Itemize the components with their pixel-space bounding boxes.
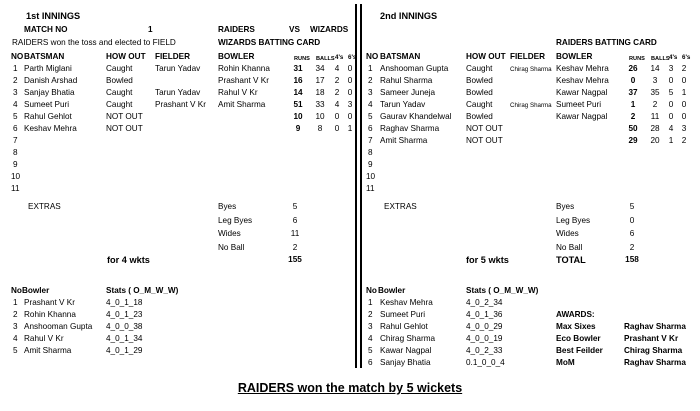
batting-row-balls: 3 bbox=[652, 76, 658, 85]
batting-row-runs: 10 bbox=[293, 112, 303, 121]
batting-row-no: 8 bbox=[368, 148, 373, 157]
bowling-row-no: 1 bbox=[13, 298, 18, 307]
bowling-row-stats: 4_0_0_19 bbox=[466, 334, 503, 343]
batting-row-no: 9 bbox=[368, 160, 373, 169]
batting-row-no: 9 bbox=[13, 160, 18, 169]
batting-row-fours: 2 bbox=[334, 88, 340, 97]
batting-row-balls: 34 bbox=[315, 64, 325, 73]
extras-1-value: 0 bbox=[629, 216, 635, 225]
left-wickets: for 4 wkts bbox=[107, 255, 150, 265]
batting-row-no: 10 bbox=[366, 172, 376, 181]
right-header-fours: 4's bbox=[669, 54, 678, 61]
bowling-row-no: 4 bbox=[13, 334, 18, 343]
right-header-batsman: BATSMAN bbox=[380, 52, 421, 61]
batting-row-batsman: Danish Arshad bbox=[24, 76, 78, 85]
batting-row-fours: 4 bbox=[334, 64, 340, 73]
bowling-row-bowler: Anshooman Gupta bbox=[24, 322, 93, 331]
batting-row-sixes: 0 bbox=[347, 88, 353, 97]
right-bowling-header-bowler: Bowler bbox=[378, 286, 406, 295]
batting-row-batsman: Keshav Mehra bbox=[24, 124, 77, 133]
extras-3-value: 2 bbox=[629, 243, 635, 252]
bowling-row-stats: 4_0_1_34 bbox=[106, 334, 143, 343]
batting-row-runs: 1 bbox=[630, 100, 636, 109]
batting-row-fielder: Chirag Sharma bbox=[510, 66, 552, 73]
batting-row-batsman: Amit Sharma bbox=[380, 136, 428, 145]
award-2-winner: Chirag Sharma bbox=[624, 346, 683, 355]
bowling-row-no: 3 bbox=[13, 322, 18, 331]
match-result: RAIDERS won the match by 5 wickets bbox=[237, 381, 463, 395]
batting-row-how-out: Bowled bbox=[466, 112, 493, 121]
batting-row-sixes: 0 bbox=[347, 112, 353, 121]
batting-row-bowler: Kawar Nagpal bbox=[556, 88, 608, 97]
left-header-how-out: HOW OUT bbox=[106, 52, 146, 61]
batting-row-balls: 35 bbox=[650, 88, 660, 97]
batting-row-batsman: Raghav Sharma bbox=[380, 124, 440, 133]
batting-row-fours: 5 bbox=[668, 88, 674, 97]
award-0-label: Max Sixes bbox=[556, 322, 596, 331]
batting-row-batsman: Anshooman Gupta bbox=[380, 64, 449, 73]
batting-row-batsman: Tarun Yadav bbox=[380, 100, 426, 109]
batting-row-how-out: NOT OUT bbox=[106, 124, 143, 133]
batting-row-fours: 0 bbox=[668, 76, 674, 85]
bowling-row-stats: 4_0_0_38 bbox=[106, 322, 143, 331]
bowling-row-no: 5 bbox=[368, 346, 373, 355]
right-header-fielder: FIELDER bbox=[510, 52, 546, 61]
batting-row-balls: 20 bbox=[650, 136, 660, 145]
batting-row-fielder: Tarun Yadav bbox=[155, 88, 201, 97]
toss-result: RAIDERS won the toss and elected to FIELD bbox=[12, 38, 176, 47]
batting-row-batsman: Gaurav Khandelwal bbox=[380, 112, 452, 121]
team-a-name: RAIDERS bbox=[218, 25, 255, 34]
bowling-row-bowler: Chirag Sharma bbox=[380, 334, 436, 343]
batting-row-fours: 0 bbox=[668, 100, 674, 109]
right-bowling-header-stats: Stats ( O_M_W_W) bbox=[466, 286, 539, 295]
bowling-row-no: 1 bbox=[368, 298, 373, 307]
team-b-name: WIZARDS bbox=[310, 25, 349, 34]
right-wickets: for 5 wkts bbox=[466, 255, 509, 265]
bowling-row-stats: 4_0_1_36 bbox=[466, 310, 503, 319]
batting-row-how-out: Caught bbox=[466, 64, 493, 73]
bowling-row-stats: 4_0_1_29 bbox=[106, 346, 143, 355]
award-0-winner: Raghav Sharma bbox=[624, 322, 686, 331]
extras-1-label: Leg Byes bbox=[218, 216, 253, 225]
batting-row-balls: 2 bbox=[652, 100, 658, 109]
batting-row-fielder: Tarun Yadav bbox=[155, 64, 201, 73]
bowling-row-bowler: Rahul V Kr bbox=[24, 334, 64, 343]
batting-row-how-out: NOT OUT bbox=[466, 136, 503, 145]
extras-1-label: Leg Byes bbox=[556, 216, 591, 225]
bowling-row-no: 2 bbox=[13, 310, 18, 319]
bowling-row-stats: 4_0_2_33 bbox=[466, 346, 503, 355]
right-header-no: NO bbox=[366, 52, 379, 61]
batting-row-runs: 26 bbox=[628, 64, 638, 73]
batting-row-fielder: Prashant V Kr bbox=[155, 100, 206, 109]
batting-row-balls: 33 bbox=[315, 100, 325, 109]
bowling-row-stats: 4_0_1_23 bbox=[106, 310, 143, 319]
batting-row-how-out: Caught bbox=[106, 100, 133, 109]
batting-row-balls: 18 bbox=[315, 88, 325, 97]
batting-row-fours: 2 bbox=[334, 76, 340, 85]
bowling-row-bowler: Sanjay Bhatia bbox=[380, 358, 431, 367]
batting-row-no: 1 bbox=[368, 64, 373, 73]
bowling-row-stats: 4_0_0_29 bbox=[466, 322, 503, 331]
bowling-row-bowler: Kawar Nagpal bbox=[380, 346, 432, 355]
batting-row-runs: 16 bbox=[293, 76, 303, 85]
batting-row-bowler: Rohin Khanna bbox=[218, 64, 270, 73]
right-extras-label: EXTRAS bbox=[384, 202, 417, 211]
extras-0-label: Byes bbox=[218, 202, 237, 211]
batting-row-sixes: 1 bbox=[347, 124, 353, 133]
extras-2-label: Wides bbox=[556, 229, 579, 238]
batting-row-no: 11 bbox=[11, 184, 20, 193]
batting-row-runs: 14 bbox=[293, 88, 303, 97]
left-bowling-header-bowler: Bowler bbox=[22, 286, 50, 295]
innings-1-title: 1st INNINGS bbox=[26, 11, 81, 21]
right-bowling-header-no: No bbox=[366, 286, 377, 295]
left-header-sixes: 6's bbox=[348, 54, 357, 61]
batting-row-fours: 3 bbox=[668, 64, 674, 73]
batting-row-balls: 17 bbox=[315, 76, 325, 85]
left-header-runs: RUNS bbox=[294, 56, 310, 62]
left-total-value: 155 bbox=[288, 255, 302, 264]
batting-row-batsman: Rahul Sharma bbox=[380, 76, 433, 85]
batting-row-no: 4 bbox=[368, 100, 373, 109]
left-header-balls: BALLS bbox=[316, 56, 335, 62]
left-header-bowler: BOWLER bbox=[218, 52, 255, 61]
bowling-row-stats: 0.1_0_0_4 bbox=[466, 358, 505, 367]
extras-2-label: Wides bbox=[218, 229, 241, 238]
batting-row-sixes: 1 bbox=[681, 88, 687, 97]
batting-row-runs: 29 bbox=[628, 136, 638, 145]
batting-row-no: 2 bbox=[368, 76, 373, 85]
bowling-row-no: 2 bbox=[368, 310, 373, 319]
right-header-bowler: BOWLER bbox=[556, 52, 593, 61]
batting-row-balls: 8 bbox=[317, 124, 323, 133]
batting-row-batsman: Parth Miglani bbox=[24, 64, 72, 73]
batting-row-bowler: Keshav Mehra bbox=[556, 76, 609, 85]
batting-row-how-out: Caught bbox=[466, 100, 493, 109]
batting-card-title-2: RAIDERS BATTING CARD bbox=[556, 38, 657, 47]
left-header-no: NO bbox=[11, 52, 24, 61]
column-divider-secondary bbox=[360, 4, 362, 368]
right-header-runs: RUNS bbox=[629, 56, 645, 62]
batting-row-bowler: Sumeet Puri bbox=[556, 100, 602, 109]
batting-row-batsman: Sanjay Bhatia bbox=[24, 88, 75, 97]
batting-row-how-out: NOT OUT bbox=[466, 124, 503, 133]
extras-3-label: No Ball bbox=[218, 243, 245, 252]
batting-row-batsman: Rahul Gehlot bbox=[24, 112, 72, 121]
batting-row-sixes: 3 bbox=[347, 100, 353, 109]
batting-row-no: 7 bbox=[13, 136, 18, 145]
batting-row-fours: 1 bbox=[668, 136, 674, 145]
bowling-row-stats: 4_0_2_34 bbox=[466, 298, 503, 307]
batting-row-runs: 51 bbox=[293, 100, 303, 109]
right-header-how-out: HOW OUT bbox=[466, 52, 506, 61]
batting-row-balls: 10 bbox=[315, 112, 325, 121]
award-2-label: Best Feilder bbox=[556, 346, 603, 355]
bowling-row-bowler: Prashant V Kr bbox=[24, 298, 75, 307]
bowling-row-no: 6 bbox=[368, 358, 373, 367]
batting-row-runs: 50 bbox=[628, 124, 638, 133]
extras-0-value: 5 bbox=[292, 202, 298, 211]
batting-row-fours: 0 bbox=[334, 112, 340, 121]
bowling-row-no: 5 bbox=[13, 346, 18, 355]
innings-2-title: 2nd INNINGS bbox=[380, 11, 438, 21]
batting-row-sixes: 2 bbox=[681, 64, 687, 73]
bowling-row-bowler: Keshav Mehra bbox=[380, 298, 433, 307]
batting-row-balls: 14 bbox=[650, 64, 660, 73]
batting-row-batsman: Sumeet Puri bbox=[24, 100, 70, 109]
batting-row-runs: 2 bbox=[630, 112, 636, 121]
batting-row-bowler: Kawar Nagpal bbox=[556, 112, 608, 121]
batting-row-fours: 4 bbox=[334, 100, 340, 109]
batting-row-no: 11 bbox=[366, 184, 375, 193]
batting-row-no: 6 bbox=[13, 124, 18, 133]
left-header-batsman: BATSMAN bbox=[24, 52, 65, 61]
extras-3-value: 2 bbox=[292, 243, 298, 252]
batting-row-no: 4 bbox=[13, 100, 18, 109]
award-3-label: MoM bbox=[556, 358, 575, 367]
batting-row-no: 2 bbox=[13, 76, 18, 85]
batting-row-sixes: 0 bbox=[681, 76, 687, 85]
left-extras-label: EXTRAS bbox=[28, 202, 61, 211]
batting-row-no: 5 bbox=[368, 112, 373, 121]
batting-row-no: 1 bbox=[13, 64, 18, 73]
award-1-winner: Prashant V Kr bbox=[624, 334, 679, 343]
left-header-fielder: FIELDER bbox=[155, 52, 191, 61]
left-bowling-header-stats: Stats ( O_M_W_W) bbox=[106, 286, 179, 295]
batting-row-sixes: 0 bbox=[347, 76, 353, 85]
batting-row-how-out: Bowled bbox=[466, 88, 493, 97]
batting-row-sixes: 0 bbox=[681, 100, 687, 109]
batting-row-bowler: Rahul V Kr bbox=[218, 88, 258, 97]
bowling-row-bowler: Rohin Khanna bbox=[24, 310, 76, 319]
batting-row-fielder: Chirag Sharma bbox=[510, 102, 552, 109]
left-bowling-header-no: No bbox=[11, 286, 22, 295]
batting-row-bowler: Keshav Mehra bbox=[556, 64, 609, 73]
batting-row-fours: 4 bbox=[668, 124, 674, 133]
award-3-winner: Raghav Sharma bbox=[624, 358, 686, 367]
batting-row-no: 5 bbox=[13, 112, 18, 121]
batting-row-no: 6 bbox=[368, 124, 373, 133]
extras-2-value: 11 bbox=[290, 229, 300, 238]
batting-row-balls: 28 bbox=[650, 124, 660, 133]
batting-row-no: 3 bbox=[13, 88, 18, 97]
extras-0-value: 5 bbox=[629, 202, 635, 211]
match-no-value: 1 bbox=[148, 25, 153, 34]
batting-row-sixes: 2 bbox=[681, 136, 687, 145]
batting-row-no: 7 bbox=[368, 136, 373, 145]
extras-1-value: 6 bbox=[292, 216, 298, 225]
right-header-sixes: 6's bbox=[682, 54, 691, 61]
batting-row-balls: 11 bbox=[650, 112, 660, 121]
batting-row-no: 3 bbox=[368, 88, 373, 97]
batting-row-how-out: Caught bbox=[106, 88, 133, 97]
vs-label: VS bbox=[289, 25, 300, 34]
bowling-row-bowler: Rahul Gehlot bbox=[380, 322, 428, 331]
batting-row-batsman: Sameer Juneja bbox=[380, 88, 436, 97]
bowling-row-stats: 4_0_1_18 bbox=[106, 298, 143, 307]
right-total-label: TOTAL bbox=[556, 255, 586, 265]
batting-row-sixes: 0 bbox=[347, 64, 353, 73]
left-header-fours: 4's bbox=[335, 54, 344, 61]
batting-row-fours: 0 bbox=[334, 124, 340, 133]
right-header-balls: BALLS bbox=[651, 56, 670, 62]
bowling-row-no: 4 bbox=[368, 334, 373, 343]
extras-3-label: No Ball bbox=[556, 243, 583, 252]
batting-card-title-1: WIZARDS BATTING CARD bbox=[218, 38, 321, 47]
batting-row-no: 8 bbox=[13, 148, 18, 157]
award-1-label: Eco Bowler bbox=[556, 334, 601, 343]
batting-row-runs: 31 bbox=[293, 64, 303, 73]
right-awards-title: AWARDS: bbox=[556, 310, 595, 319]
batting-row-no: 10 bbox=[11, 172, 21, 181]
bowling-row-bowler: Sumeet Puri bbox=[380, 310, 426, 319]
batting-row-how-out: NOT OUT bbox=[106, 112, 143, 121]
batting-row-how-out: Bowled bbox=[466, 76, 493, 85]
batting-row-runs: 37 bbox=[628, 88, 638, 97]
extras-2-value: 6 bbox=[629, 229, 635, 238]
batting-row-sixes: 0 bbox=[681, 112, 687, 121]
batting-row-runs: 9 bbox=[295, 124, 301, 133]
batting-row-how-out: Bowled bbox=[106, 76, 133, 85]
bowling-row-no: 3 bbox=[368, 322, 373, 331]
batting-row-sixes: 3 bbox=[681, 124, 687, 133]
batting-row-runs: 0 bbox=[630, 76, 636, 85]
match-no-label: MATCH NO bbox=[24, 25, 68, 34]
batting-row-bowler: Prashant V Kr bbox=[218, 76, 269, 85]
bowling-row-bowler: Amit Sharma bbox=[24, 346, 72, 355]
batting-row-fours: 0 bbox=[668, 112, 674, 121]
extras-0-label: Byes bbox=[556, 202, 575, 211]
batting-row-how-out: Caught bbox=[106, 64, 133, 73]
right-total-value: 158 bbox=[625, 255, 639, 264]
batting-row-bowler: Amit Sharma bbox=[218, 100, 266, 109]
